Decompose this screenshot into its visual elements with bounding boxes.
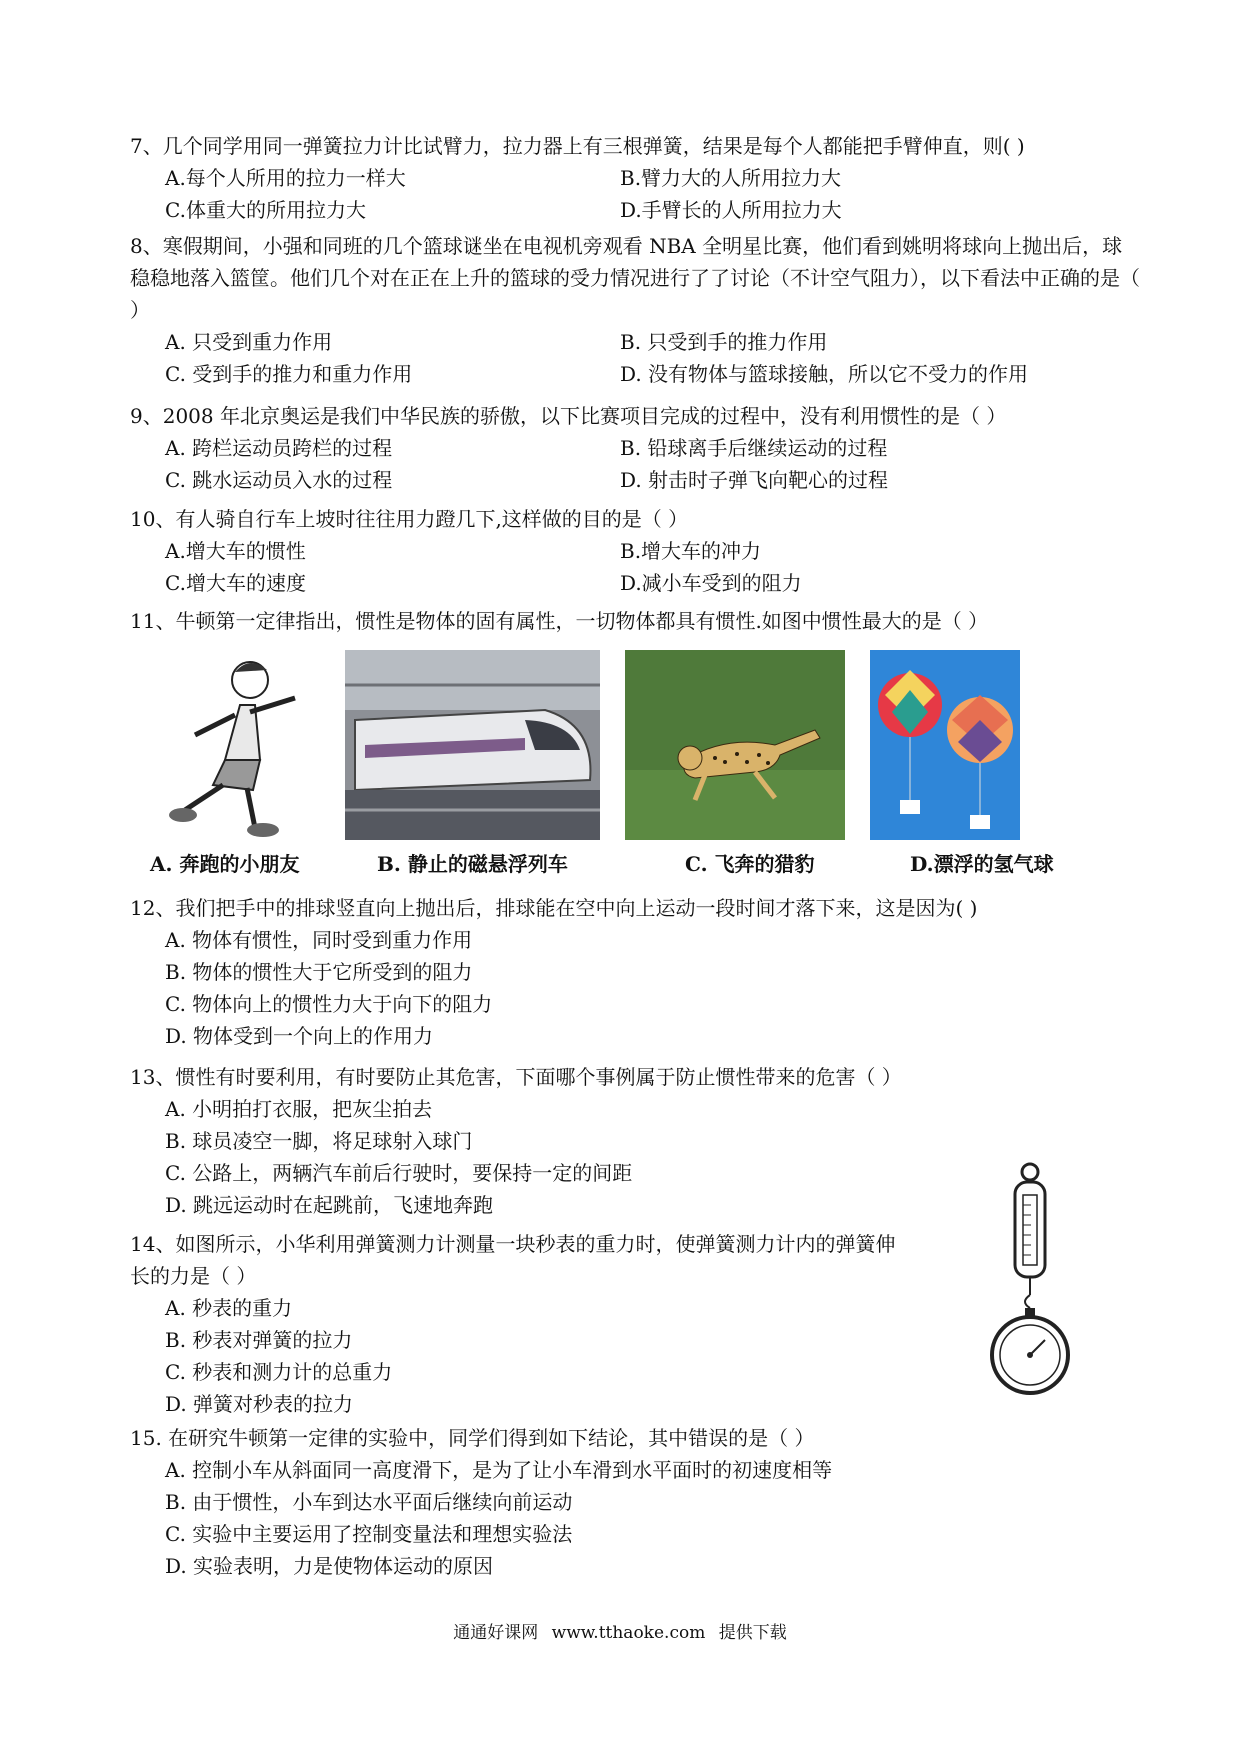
option-d: D. 实验表明，力是使物体运动的原因 [165, 1554, 494, 1578]
option-b: B.臂力大的人所用拉力大 [620, 166, 842, 190]
option-d: D.减小车受到的阻力 [620, 571, 802, 595]
option-b: B. 只受到手的推力作用 [620, 330, 828, 354]
option-c: C. 秒表和测力计的总重力 [165, 1360, 393, 1384]
option-a: A. 小明拍打衣服，把灰尘拍去 [165, 1097, 433, 1121]
option-b: B. 由于惯性，小车到达水平面后继续向前运动 [165, 1490, 573, 1514]
question-8 [130, 230, 1140, 390]
footer-suffix: 提供下载 [718, 1623, 787, 1643]
option-a: A.增大车的惯性 [165, 539, 306, 563]
question-stem: 14、如图所示，小华利用弹簧测力计测量一块秒表的重力时，使弹簧测力计内的弹簧伸长的力是（ ） [130, 1232, 896, 1288]
question-stem: 11、牛顿第一定律指出，惯性是物体的固有属性，一切物体都具有惯性.如图中惯性最大的是（ ） [130, 609, 989, 633]
question-stem: 15. 在研究牛顿第一定律的实验中，同学们得到如下结论，其中错误的是（ ） [130, 1426, 815, 1450]
question-11-figures [130, 650, 1130, 885]
option-c: C. 实验中主要运用了控制变量法和理想实验法 [165, 1522, 573, 1546]
cheetah-image [625, 650, 845, 840]
question-10 [130, 503, 1140, 599]
option-d: D. 射击时子弹飞向靶心的过程 [620, 468, 889, 492]
option-d: D. 物体受到一个向上的作用力 [165, 1024, 434, 1048]
maglev-train-image [345, 650, 600, 840]
option-c: C. 物体向上的惯性力大于向下的阻力 [165, 992, 493, 1016]
option-c: C. 受到手的推力和重力作用 [165, 362, 413, 386]
figure-caption-b: B. 静止的磁悬浮列车 [377, 852, 568, 876]
question-15 [130, 1422, 1140, 1582]
question-stem: 10、有人骑自行车上坡时往往用力蹬几下,这样做的目的是（ ） [130, 507, 689, 531]
option-a: A. 秒表的重力 [165, 1296, 293, 1320]
option-d: D. 跳远运动时在起跳前，飞速地奔跑 [165, 1193, 494, 1217]
option-c: C. 公路上，两辆汽车前后行驶时，要保持一定的间距 [165, 1161, 633, 1185]
question-11 [130, 605, 1140, 637]
option-c: C.体重大的所用拉力大 [165, 198, 366, 222]
option-b: B. 球员凌空一脚，将足球射入球门 [165, 1129, 473, 1153]
running-child-image [155, 650, 315, 840]
question-stem: 7、几个同学用同一弹簧拉力计比试臂力，拉力器上有三根弹簧，结果是每个人都能把手臂伸直，则( ) [130, 134, 1025, 158]
figure-caption-c: C. 飞奔的猎豹 [685, 852, 815, 876]
question-7 [130, 130, 1140, 226]
figure-caption-d: D.漂浮的氢气球 [910, 852, 1054, 876]
spring-scale-stopwatch-image [975, 1160, 1085, 1400]
option-a: A. 跨栏运动员跨栏的过程 [165, 436, 393, 460]
footer-url-link[interactable]: www.tthaoke.com [551, 1623, 706, 1643]
option-b: B. 铅球离手后继续运动的过程 [620, 436, 888, 460]
question-stem: 13、惯性有时要利用，有时要防止其危害，下面哪个事例属于防止惯性带来的危害（ ） [130, 1065, 902, 1089]
question-stem: 12、我们把手中的排球竖直向上抛出后，排球能在空中向上运动一段时间才落下来，这是因为( ) [130, 896, 978, 920]
question-12 [130, 892, 1140, 1052]
hydrogen-balloons-image [870, 650, 1020, 840]
option-b: B.增大车的冲力 [620, 539, 762, 563]
question-9 [130, 400, 1140, 496]
option-d: D. 弹簧对秒表的拉力 [165, 1392, 354, 1416]
option-c: C. 跳水运动员入水的过程 [165, 468, 393, 492]
question-14 [130, 1228, 910, 1420]
page-footer [0, 1618, 1240, 1643]
question-stem: 9、2008 年北京奥运是我们中华民族的骄傲，以下比赛项目完成的过程中，没有利用惯性的是（ ） [130, 404, 1007, 428]
option-b: B. 物体的惯性大于它所受到的阻力 [165, 960, 473, 984]
option-c: C.增大车的速度 [165, 571, 306, 595]
option-a: A.每个人所用的拉力一样大 [165, 166, 406, 190]
option-a: A. 物体有惯性，同时受到重力作用 [165, 928, 473, 952]
option-d: D.手臂长的人所用拉力大 [620, 198, 842, 222]
figure-caption-a: A. 奔跑的小朋友 [150, 852, 300, 876]
footer-site: 通通好课网 [453, 1623, 539, 1643]
option-b: B. 秒表对弹簧的拉力 [165, 1328, 353, 1352]
option-d: D. 没有物体与篮球接触，所以它不受力的作用 [620, 362, 1029, 386]
option-a: A. 只受到重力作用 [165, 330, 333, 354]
option-a: A. 控制小车从斜面同一高度滑下，是为了让小车滑到水平面时的初速度相等 [165, 1458, 833, 1482]
question-stem: 8、寒假期间，小强和同班的几个篮球谜坐在电视机旁观看 NBA 全明星比赛，他们看到姚明将球向上抛出后，球稳稳地落入篮筐。他们几个对在正在上升的篮球的受力情况进行了了讨论（不计空气阻力），以下看法中正确的是（ ） [130, 234, 1140, 322]
